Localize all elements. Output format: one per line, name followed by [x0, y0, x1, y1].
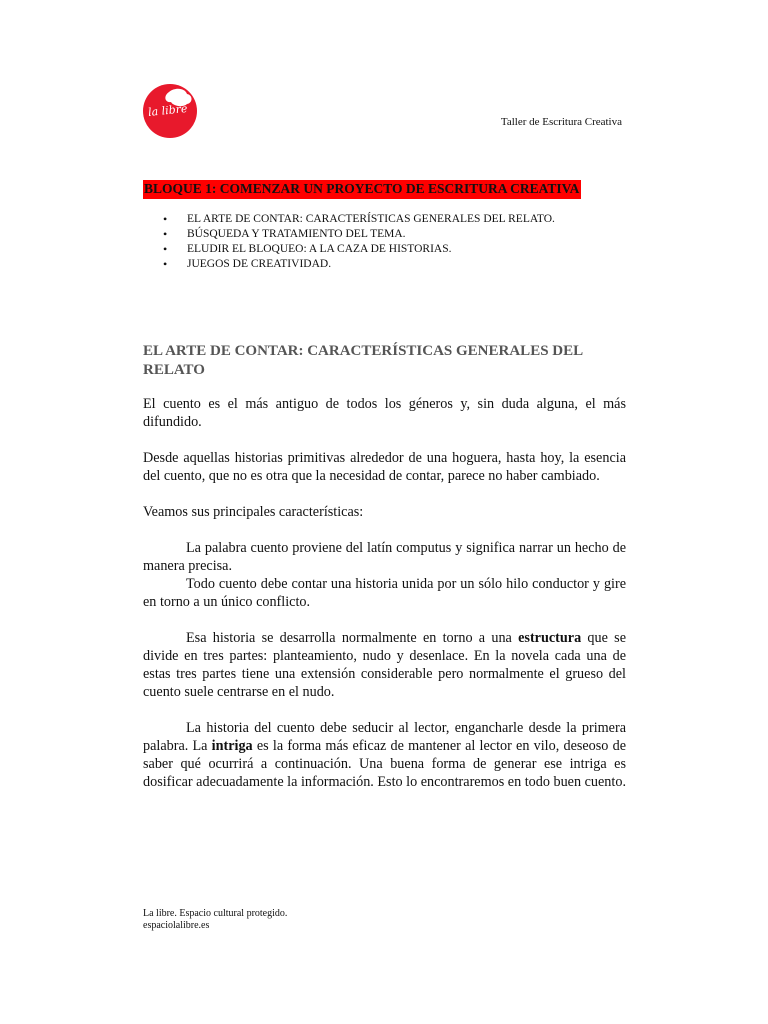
- list-item: • JUEGOS DE CREATIVIDAD.: [143, 257, 555, 272]
- text-run: La historia del cuento debe seducir al lector, engancharle desde la primera palabra. La: [143, 720, 626, 754]
- bold-term-estructura: estructura: [518, 630, 582, 646]
- topic-list: [143, 212, 555, 272]
- footer: [143, 908, 287, 932]
- bloque-title: BLOQUE 1: COMENZAR UN PROYECTO DE ESCRITURA CREATIVA: [143, 180, 581, 199]
- la-libre-logo: [143, 84, 197, 138]
- paragraph: Desde aquellas historias primitivas alrededor de una hoguera, hasta hoy, la esencia del cuento, que no es otra que la necesidad de contar, parece no haber cambiado.: [143, 450, 626, 484]
- paragraph: Veamos sus principales características:: [143, 504, 364, 520]
- footer-website: espaciolalibre.es: [143, 920, 210, 931]
- paragraph: Todo cuento debe contar una historia unida por un sólo hilo conductor y gire en torno a un único conflicto.: [143, 576, 626, 610]
- bold-term-intriga: intriga: [211, 738, 253, 754]
- paragraph: La palabra cuento proviene del latín computus y significa narrar un hecho de manera precisa.: [143, 540, 626, 574]
- footer-org: La libre. Espacio cultural protegido.: [143, 908, 288, 919]
- list-item: • BÚSQUEDA Y TRATAMIENTO DEL TEMA.: [143, 227, 555, 242]
- paragraph: El cuento es el más antiguo de todos los géneros y, sin duda alguna, el más difundido.: [143, 396, 626, 430]
- text-run: que se divide en tres partes: planteamiento, nudo y desenlace. En la novela cada una de estas tres partes tiene una extensión considerable pero normalmente el grueso del cuento suele centrarse en el nudo.: [143, 630, 626, 700]
- text-run: es la forma más eficaz de mantener al lector en vilo, deseoso de saber qué ocurrirá a continuación. Una buena forma de generar ese intriga es dosificar adecuadamente la información. Esto lo encontraremos en todo buen cuento.: [143, 738, 626, 790]
- section-title: EL ARTE DE CONTAR: CARACTERÍSTICAS GENERALES DEL RELATO: [143, 343, 583, 378]
- logo-text: la libre: [147, 101, 188, 120]
- text-run: Esa historia se desarrolla normalmente en torno a una: [186, 630, 519, 646]
- paragraph: [143, 629, 626, 701]
- course-title: Taller de Escritura Creativa: [500, 116, 622, 128]
- list-item: • ELUDIR EL BLOQUEO: A LA CAZA DE HISTORIAS.: [143, 242, 555, 257]
- body-text: [143, 395, 626, 791]
- paragraph: [143, 719, 626, 791]
- list-item: • EL ARTE DE CONTAR: CARACTERÍSTICAS GENERALES DEL RELATO.: [143, 212, 555, 227]
